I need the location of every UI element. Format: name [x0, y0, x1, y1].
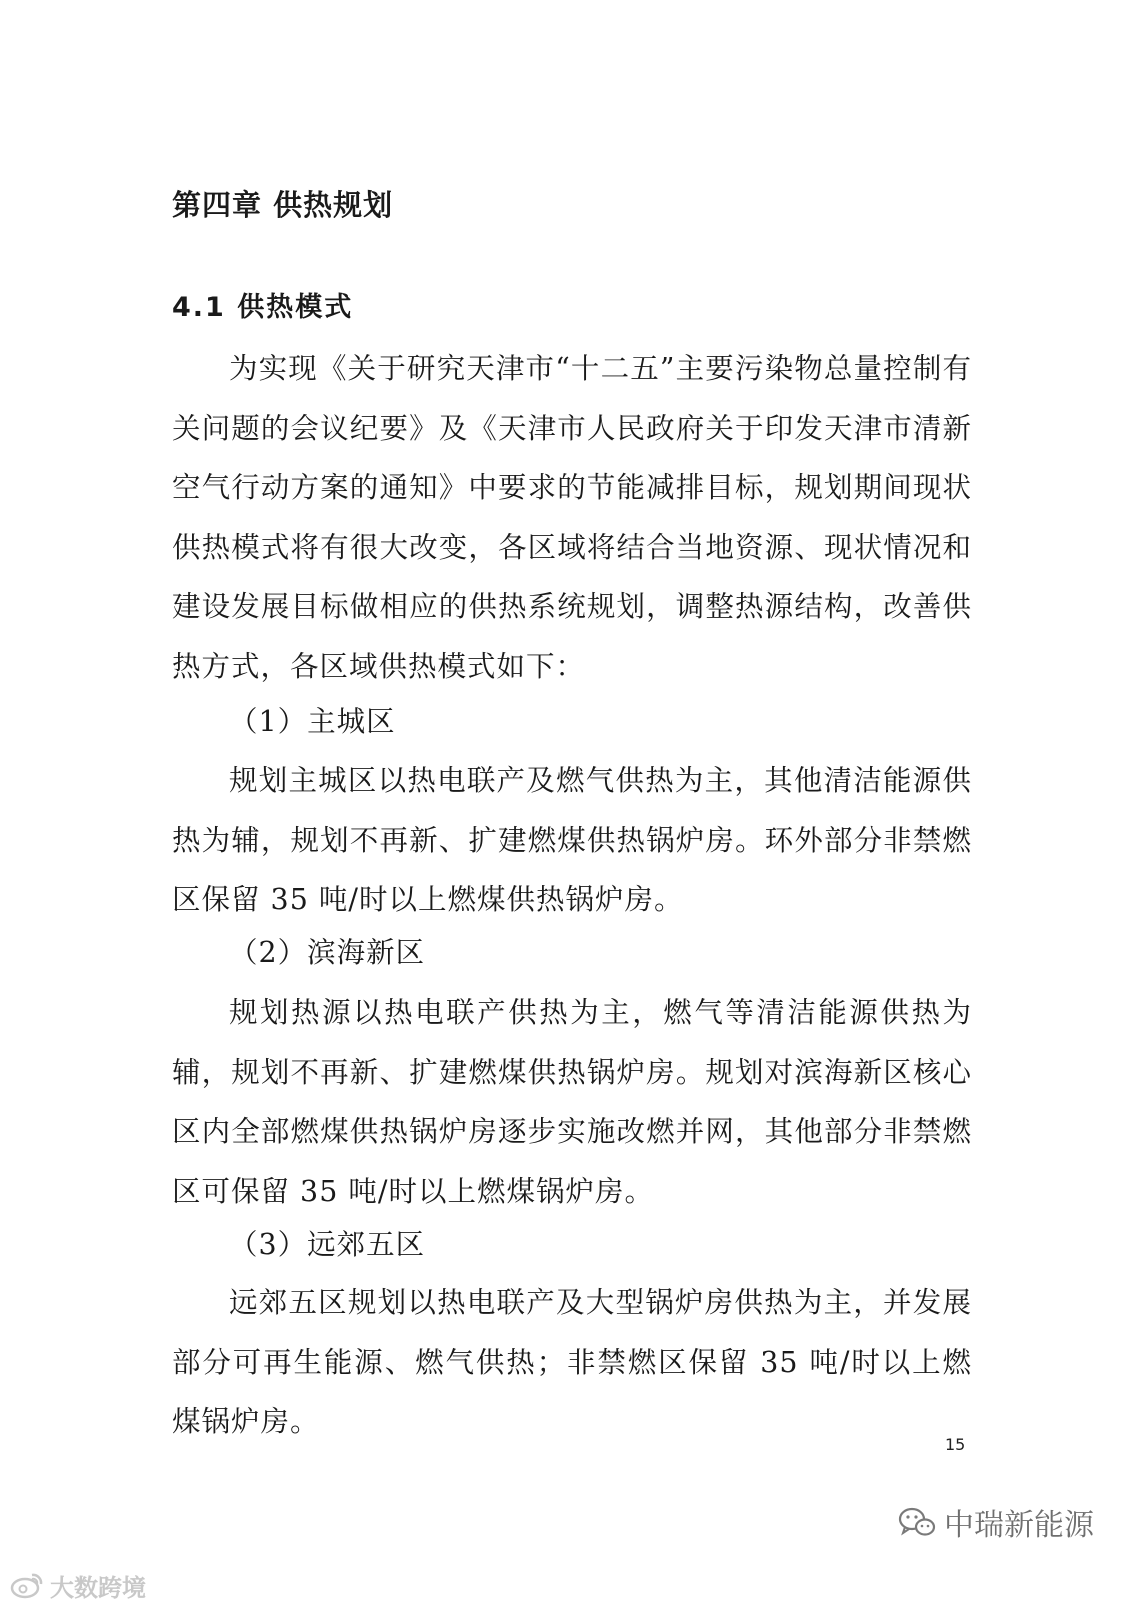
subsection-heading-suburbs: （3）远郊五区 [229, 1228, 426, 1261]
watermark-left-text: 大数跨境 [50, 1573, 146, 1602]
section-title: 4.1 供热模式 [172, 292, 354, 323]
suburbs-paragraph: 远郊五区规划以热电联产及大型锅炉房供热为主，并发展部分可再生能源、燃气供热；非禁燃区保留 35 吨/时以上燃煤锅炉房。 [172, 1286, 972, 1438]
chapter-title: 第四章 供热规划 [172, 188, 394, 222]
binhai-paragraph: 规划热源以热电联产供热为主，燃气等清洁能源供热为辅，规划不再新、扩建燃煤供热锅炉房。规划对滨海新区核心区内全部燃煤供热锅炉房逐步实施改燃并网，其他部分非禁燃区可保留 35 吨/时以上燃煤锅炉房。 [172, 996, 972, 1208]
watermark-right-text: 中瑞新能源 [944, 1508, 1094, 1543]
watermark-left [10, 1565, 146, 1605]
main-city-paragraph: 规划主城区以热电联产及燃气供热为主，其他清洁能源供热为辅，规划不再新、扩建燃煤供热锅炉房。环外部分非禁燃区保留 35 吨/时以上燃煤供热锅炉房。 [172, 764, 972, 916]
wechat-logo-icon [898, 1506, 936, 1538]
subsection-heading-binhai: （2）滨海新区 [229, 936, 426, 969]
watermark-right [898, 1498, 1094, 1546]
subsection-heading-main-city: （1）主城区 [229, 705, 396, 738]
page-number: 15 [945, 1435, 966, 1454]
weibo-logo-icon [10, 1571, 44, 1599]
intro-paragraph: 为实现《关于研究天津市“十二五”主要污染物总量控制有关问题的会议纪要》及《天津市人民政府关于印发天津市清新空气行动方案的通知》中要求的节能减排目标，规划期间现状供热模式将有很大改变，各区域将结合当地资源、现状情况和建设发展目标做相应的供热系统规划，调整热源结构，改善供热方式，各区域供热模式如下： [172, 352, 972, 683]
